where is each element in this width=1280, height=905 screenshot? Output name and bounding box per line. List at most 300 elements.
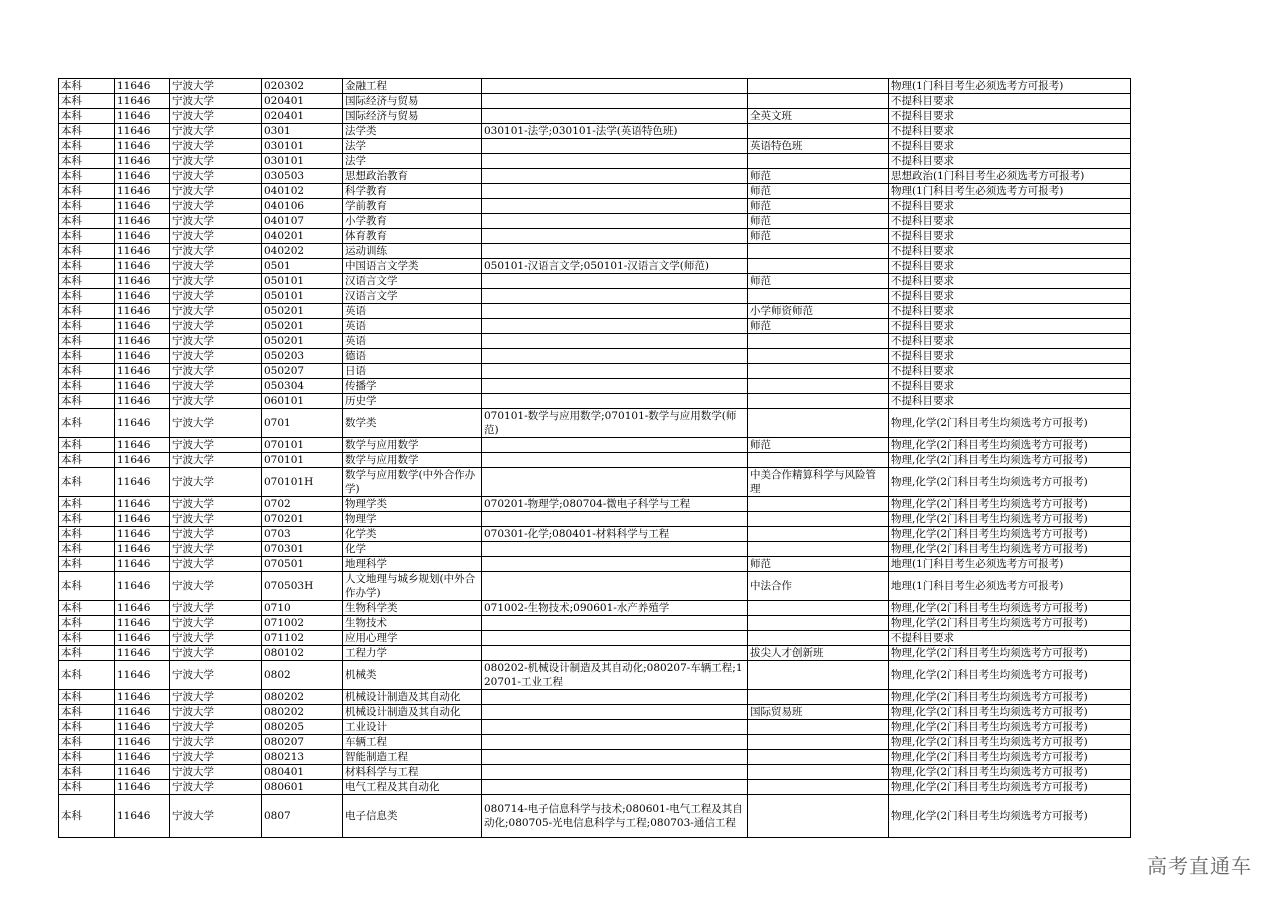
cell-subject-requirement: 物理,化学(2门科目考生均须选考方可报考): [889, 601, 1131, 616]
cell-remark: 英语特色班: [748, 139, 889, 154]
cell-level: 本科: [59, 334, 115, 349]
cell-major-code: 040202: [262, 244, 343, 259]
cell-includes: 071002-生物技术;090601-水产养殖学: [482, 601, 748, 616]
cell-major-name: 传播学: [343, 379, 482, 394]
cell-subject-requirement: 不提科目要求: [889, 274, 1131, 289]
cell-major-name: 汉语言文学: [343, 274, 482, 289]
cell-remark: [748, 289, 889, 304]
cell-major-name: 历史学: [343, 394, 482, 409]
cell-major-name: 电子信息类: [343, 795, 482, 838]
cell-major-name: 数学类: [343, 409, 482, 438]
cell-major-code: 080102: [262, 646, 343, 661]
cell-school: 宁波大学: [170, 750, 262, 765]
cell-major-code: 060101: [262, 394, 343, 409]
cell-subject-requirement: 不提科目要求: [889, 319, 1131, 334]
cell-major-code: 0702: [262, 497, 343, 512]
table-row: [59, 349, 1131, 364]
cell-major-code: 020302: [262, 79, 343, 94]
cell-school: 宁波大学: [170, 601, 262, 616]
cell-level: 本科: [59, 319, 115, 334]
cell-subject-requirement: 物理,化学(2门科目考生均须选考方可报考): [889, 735, 1131, 750]
cell-major-name: 学前教育: [343, 199, 482, 214]
cell-subject-requirement: 不提科目要求: [889, 394, 1131, 409]
cell-major-name: 地理科学: [343, 557, 482, 572]
cell-major-code: 030101: [262, 154, 343, 169]
cell-code: 11646: [115, 139, 170, 154]
cell-remark: [748, 616, 889, 631]
cell-includes: [482, 705, 748, 720]
cell-major-name: 机械类: [343, 661, 482, 690]
cell-level: 本科: [59, 542, 115, 557]
cell-includes: [482, 780, 748, 795]
cell-includes: [482, 735, 748, 750]
table-row: [59, 572, 1131, 601]
cell-major-code: 070201: [262, 512, 343, 527]
cell-includes: [482, 557, 748, 572]
cell-level: 本科: [59, 394, 115, 409]
cell-major-name: 法学: [343, 154, 482, 169]
cell-remark: 小学师资师范: [748, 304, 889, 319]
table-row: [59, 304, 1131, 319]
table-row: [59, 364, 1131, 379]
cell-school: 宁波大学: [170, 364, 262, 379]
cell-level: 本科: [59, 364, 115, 379]
cell-subject-requirement: 物理,化学(2门科目考生均须选考方可报考): [889, 468, 1131, 497]
cell-subject-requirement: 不提科目要求: [889, 364, 1131, 379]
cell-level: 本科: [59, 184, 115, 199]
table-row: [59, 184, 1131, 199]
cell-code: 11646: [115, 409, 170, 438]
cell-subject-requirement: 物理,化学(2门科目考生均须选考方可报考): [889, 750, 1131, 765]
cell-major-code: 070101: [262, 438, 343, 453]
cell-subject-requirement: 不提科目要求: [889, 349, 1131, 364]
cell-school: 宁波大学: [170, 646, 262, 661]
cell-includes: [482, 289, 748, 304]
cell-code: 11646: [115, 244, 170, 259]
table-row: [59, 319, 1131, 334]
cell-major-code: 0701: [262, 409, 343, 438]
cell-major-name: 国际经济与贸易: [343, 109, 482, 124]
cell-major-name: 机械设计制造及其自动化: [343, 690, 482, 705]
cell-major-code: 0710: [262, 601, 343, 616]
cell-major-name: 物理学: [343, 512, 482, 527]
cell-subject-requirement: 物理,化学(2门科目考生均须选考方可报考): [889, 780, 1131, 795]
cell-school: 宁波大学: [170, 94, 262, 109]
cell-level: 本科: [59, 154, 115, 169]
cell-level: 本科: [59, 497, 115, 512]
cell-level: 本科: [59, 109, 115, 124]
cell-code: 11646: [115, 289, 170, 304]
cell-major-name: 智能制造工程: [343, 750, 482, 765]
cell-major-name: 金融工程: [343, 79, 482, 94]
cell-level: 本科: [59, 289, 115, 304]
cell-level: 本科: [59, 795, 115, 838]
cell-includes: 080202-机械设计制造及其自动化;080207-车辆工程;120701-工业工程: [482, 661, 748, 690]
cell-school: 宁波大学: [170, 705, 262, 720]
cell-level: 本科: [59, 244, 115, 259]
cell-remark: 国际贸易班: [748, 705, 889, 720]
cell-subject-requirement: 不提科目要求: [889, 154, 1131, 169]
cell-code: 11646: [115, 735, 170, 750]
table-row: [59, 735, 1131, 750]
cell-major-name: 运动训练: [343, 244, 482, 259]
cell-remark: [748, 720, 889, 735]
cell-major-code: 050201: [262, 319, 343, 334]
cell-remark: [748, 79, 889, 94]
cell-major-name: 工业设计: [343, 720, 482, 735]
cell-remark: 师范: [748, 438, 889, 453]
cell-school: 宁波大学: [170, 349, 262, 364]
cell-includes: [482, 438, 748, 453]
cell-level: 本科: [59, 79, 115, 94]
cell-school: 宁波大学: [170, 259, 262, 274]
cell-remark: [748, 750, 889, 765]
cell-code: 11646: [115, 795, 170, 838]
cell-remark: [748, 409, 889, 438]
cell-subject-requirement: 不提科目要求: [889, 229, 1131, 244]
cell-code: 11646: [115, 274, 170, 289]
cell-subject-requirement: 不提科目要求: [889, 139, 1131, 154]
cell-includes: [482, 453, 748, 468]
cell-subject-requirement: 不提科目要求: [889, 379, 1131, 394]
cell-subject-requirement: 不提科目要求: [889, 259, 1131, 274]
cell-major-code: 0301: [262, 124, 343, 139]
table-row: [59, 154, 1131, 169]
table-row: [59, 557, 1131, 572]
cell-code: 11646: [115, 438, 170, 453]
cell-code: 11646: [115, 379, 170, 394]
cell-major-name: 数学与应用数学: [343, 453, 482, 468]
cell-subject-requirement: 物理(1门科目考生必须选考方可报考): [889, 79, 1131, 94]
cell-includes: 050101-汉语言文学;050101-汉语言文学(师范): [482, 259, 748, 274]
cell-school: 宁波大学: [170, 780, 262, 795]
cell-code: 11646: [115, 527, 170, 542]
cell-includes: 070301-化学;080401-材料科学与工程: [482, 527, 748, 542]
cell-level: 本科: [59, 512, 115, 527]
cell-code: 11646: [115, 705, 170, 720]
table-row: [59, 438, 1131, 453]
cell-major-name: 化学类: [343, 527, 482, 542]
cell-code: 11646: [115, 468, 170, 497]
table-row: [59, 79, 1131, 94]
cell-major-code: 070503H: [262, 572, 343, 601]
cell-level: 本科: [59, 259, 115, 274]
cell-school: 宁波大学: [170, 334, 262, 349]
cell-major-name: 工程力学: [343, 646, 482, 661]
cell-subject-requirement: 物理,化学(2门科目考生均须选考方可报考): [889, 542, 1131, 557]
cell-major-code: 020401: [262, 94, 343, 109]
cell-remark: 师范: [748, 557, 889, 572]
cell-includes: [482, 139, 748, 154]
cell-school: 宁波大学: [170, 438, 262, 453]
cell-code: 11646: [115, 616, 170, 631]
cell-remark: [748, 453, 889, 468]
table-row: [59, 527, 1131, 542]
cell-subject-requirement: 不提科目要求: [889, 334, 1131, 349]
cell-major-name: 英语: [343, 319, 482, 334]
cell-code: 11646: [115, 154, 170, 169]
cell-major-name: 数学与应用数学: [343, 438, 482, 453]
cell-code: 11646: [115, 364, 170, 379]
table-row: [59, 616, 1131, 631]
cell-school: 宁波大学: [170, 527, 262, 542]
cell-code: 11646: [115, 572, 170, 601]
cell-code: 11646: [115, 661, 170, 690]
cell-school: 宁波大学: [170, 735, 262, 750]
cell-remark: [748, 661, 889, 690]
cell-major-code: 050201: [262, 304, 343, 319]
table-row: [59, 453, 1131, 468]
cell-includes: 080714-电子信息科学与技术;080601-电气工程及其自动化;080705-光电信息科学与工程;080703-通信工程: [482, 795, 748, 838]
cell-school: 宁波大学: [170, 379, 262, 394]
cell-subject-requirement: 思想政治(1门科目考生必须选考方可报考): [889, 169, 1131, 184]
cell-includes: [482, 616, 748, 631]
cell-school: 宁波大学: [170, 244, 262, 259]
cell-remark: [748, 349, 889, 364]
table-row: [59, 512, 1131, 527]
cell-level: 本科: [59, 705, 115, 720]
cell-remark: [748, 690, 889, 705]
cell-major-code: 050101: [262, 289, 343, 304]
cell-remark: 中法合作: [748, 572, 889, 601]
cell-school: 宁波大学: [170, 557, 262, 572]
admission-table: [58, 78, 1131, 838]
cell-school: 宁波大学: [170, 661, 262, 690]
cell-major-code: 070101H: [262, 468, 343, 497]
cell-school: 宁波大学: [170, 631, 262, 646]
cell-major-name: 汉语言文学: [343, 289, 482, 304]
cell-major-name: 科学教育: [343, 184, 482, 199]
cell-major-code: 070301: [262, 542, 343, 557]
cell-remark: [748, 124, 889, 139]
cell-code: 11646: [115, 690, 170, 705]
cell-major-code: 080202: [262, 705, 343, 720]
cell-major-name: 生物技术: [343, 616, 482, 631]
cell-remark: [748, 765, 889, 780]
cell-remark: [748, 334, 889, 349]
cell-code: 11646: [115, 79, 170, 94]
watermark-text: 高考直通车: [1147, 854, 1252, 878]
cell-major-name: 人文地理与城乡规划(中外合作办学): [343, 572, 482, 601]
table-row: [59, 601, 1131, 616]
cell-remark: 师范: [748, 184, 889, 199]
cell-major-name: 国际经济与贸易: [343, 94, 482, 109]
table-row: [59, 394, 1131, 409]
cell-remark: 全英文班: [748, 109, 889, 124]
cell-school: 宁波大学: [170, 542, 262, 557]
cell-includes: [482, 79, 748, 94]
cell-subject-requirement: 不提科目要求: [889, 109, 1131, 124]
cell-school: 宁波大学: [170, 124, 262, 139]
cell-major-name: 生物科学类: [343, 601, 482, 616]
table-row: [59, 468, 1131, 497]
cell-major-name: 法学: [343, 139, 482, 154]
cell-major-code: 080401: [262, 765, 343, 780]
cell-level: 本科: [59, 601, 115, 616]
cell-school: 宁波大学: [170, 289, 262, 304]
table-row: [59, 94, 1131, 109]
cell-subject-requirement: 不提科目要求: [889, 304, 1131, 319]
table-row: [59, 169, 1131, 184]
cell-includes: [482, 109, 748, 124]
cell-major-name: 数学与应用数学(中外合作办学): [343, 468, 482, 497]
cell-subject-requirement: 物理,化学(2门科目考生均须选考方可报考): [889, 527, 1131, 542]
cell-level: 本科: [59, 750, 115, 765]
cell-school: 宁波大学: [170, 765, 262, 780]
cell-school: 宁波大学: [170, 616, 262, 631]
cell-includes: [482, 750, 748, 765]
table-row: [59, 139, 1131, 154]
table-row: [59, 274, 1131, 289]
table-row: [59, 705, 1131, 720]
cell-level: 本科: [59, 557, 115, 572]
cell-school: 宁波大学: [170, 453, 262, 468]
cell-remark: [748, 94, 889, 109]
cell-major-name: 电气工程及其自动化: [343, 780, 482, 795]
cell-school: 宁波大学: [170, 79, 262, 94]
table-row: [59, 631, 1131, 646]
cell-includes: [482, 304, 748, 319]
table-row: [59, 795, 1131, 838]
cell-remark: [748, 364, 889, 379]
cell-school: 宁波大学: [170, 304, 262, 319]
table-row: [59, 229, 1131, 244]
cell-remark: 师范: [748, 274, 889, 289]
table-row: [59, 409, 1131, 438]
cell-remark: 师范: [748, 214, 889, 229]
cell-includes: [482, 214, 748, 229]
cell-subject-requirement: 物理,化学(2门科目考生均须选考方可报考): [889, 765, 1131, 780]
cell-includes: [482, 468, 748, 497]
cell-subject-requirement: 不提科目要求: [889, 199, 1131, 214]
cell-subject-requirement: 物理,化学(2门科目考生均须选考方可报考): [889, 690, 1131, 705]
cell-subject-requirement: 物理,化学(2门科目考生均须选考方可报考): [889, 705, 1131, 720]
cell-code: 11646: [115, 542, 170, 557]
cell-school: 宁波大学: [170, 497, 262, 512]
cell-major-name: 应用心理学: [343, 631, 482, 646]
cell-subject-requirement: 不提科目要求: [889, 289, 1131, 304]
cell-code: 11646: [115, 214, 170, 229]
cell-major-name: 德语: [343, 349, 482, 364]
cell-subject-requirement: 地理(1门科目考生必须选考方可报考): [889, 557, 1131, 572]
cell-code: 11646: [115, 557, 170, 572]
cell-includes: [482, 572, 748, 601]
cell-subject-requirement: 物理,化学(2门科目考生均须选考方可报考): [889, 795, 1131, 838]
cell-subject-requirement: 地理(1门科目考生必须选考方可报考): [889, 572, 1131, 601]
cell-includes: [482, 542, 748, 557]
cell-remark: [748, 601, 889, 616]
cell-code: 11646: [115, 334, 170, 349]
cell-level: 本科: [59, 199, 115, 214]
table-row: [59, 109, 1131, 124]
cell-code: 11646: [115, 497, 170, 512]
cell-remark: [748, 259, 889, 274]
cell-remark: [748, 512, 889, 527]
cell-major-name: 车辆工程: [343, 735, 482, 750]
cell-includes: [482, 94, 748, 109]
cell-level: 本科: [59, 468, 115, 497]
cell-code: 11646: [115, 169, 170, 184]
cell-major-code: 080601: [262, 780, 343, 795]
table-row: [59, 690, 1131, 705]
cell-major-name: 化学: [343, 542, 482, 557]
cell-subject-requirement: 物理,化学(2门科目考生均须选考方可报考): [889, 409, 1131, 438]
cell-includes: [482, 379, 748, 394]
cell-level: 本科: [59, 349, 115, 364]
cell-major-name: 小学教育: [343, 214, 482, 229]
table-row: [59, 542, 1131, 557]
cell-level: 本科: [59, 661, 115, 690]
cell-level: 本科: [59, 94, 115, 109]
cell-code: 11646: [115, 765, 170, 780]
cell-includes: [482, 229, 748, 244]
cell-includes: [482, 631, 748, 646]
cell-major-code: 080213: [262, 750, 343, 765]
cell-code: 11646: [115, 319, 170, 334]
cell-school: 宁波大学: [170, 795, 262, 838]
cell-major-code: 080205: [262, 720, 343, 735]
cell-level: 本科: [59, 616, 115, 631]
cell-remark: [748, 795, 889, 838]
cell-remark: [748, 527, 889, 542]
table-row: [59, 124, 1131, 139]
table-row: [59, 244, 1131, 259]
cell-subject-requirement: 物理,化学(2门科目考生均须选考方可报考): [889, 616, 1131, 631]
cell-major-name: 法学类: [343, 124, 482, 139]
table-row: [59, 720, 1131, 735]
cell-level: 本科: [59, 646, 115, 661]
cell-code: 11646: [115, 94, 170, 109]
cell-level: 本科: [59, 274, 115, 289]
cell-includes: [482, 199, 748, 214]
cell-major-code: 0703: [262, 527, 343, 542]
cell-includes: 030101-法学;030101-法学(英语特色班): [482, 124, 748, 139]
cell-code: 11646: [115, 109, 170, 124]
cell-major-name: 英语: [343, 304, 482, 319]
cell-code: 11646: [115, 349, 170, 364]
cell-code: 11646: [115, 124, 170, 139]
table-row: [59, 765, 1131, 780]
cell-school: 宁波大学: [170, 274, 262, 289]
cell-includes: [482, 646, 748, 661]
cell-code: 11646: [115, 304, 170, 319]
cell-major-name: 中国语言文学类: [343, 259, 482, 274]
cell-major-code: 070501: [262, 557, 343, 572]
table-row: [59, 780, 1131, 795]
cell-school: 宁波大学: [170, 109, 262, 124]
cell-subject-requirement: 不提科目要求: [889, 631, 1131, 646]
table-row: [59, 497, 1131, 512]
cell-level: 本科: [59, 169, 115, 184]
cell-level: 本科: [59, 720, 115, 735]
cell-includes: [482, 244, 748, 259]
cell-major-name: 日语: [343, 364, 482, 379]
cell-subject-requirement: 物理,化学(2门科目考生均须选考方可报考): [889, 720, 1131, 735]
cell-code: 11646: [115, 646, 170, 661]
cell-school: 宁波大学: [170, 690, 262, 705]
cell-includes: [482, 154, 748, 169]
cell-major-code: 050207: [262, 364, 343, 379]
cell-school: 宁波大学: [170, 468, 262, 497]
cell-major-code: 050201: [262, 334, 343, 349]
table-row: [59, 661, 1131, 690]
cell-major-code: 071102: [262, 631, 343, 646]
cell-major-code: 0501: [262, 259, 343, 274]
cell-level: 本科: [59, 229, 115, 244]
cell-school: 宁波大学: [170, 214, 262, 229]
cell-remark: [748, 542, 889, 557]
cell-remark: [748, 497, 889, 512]
